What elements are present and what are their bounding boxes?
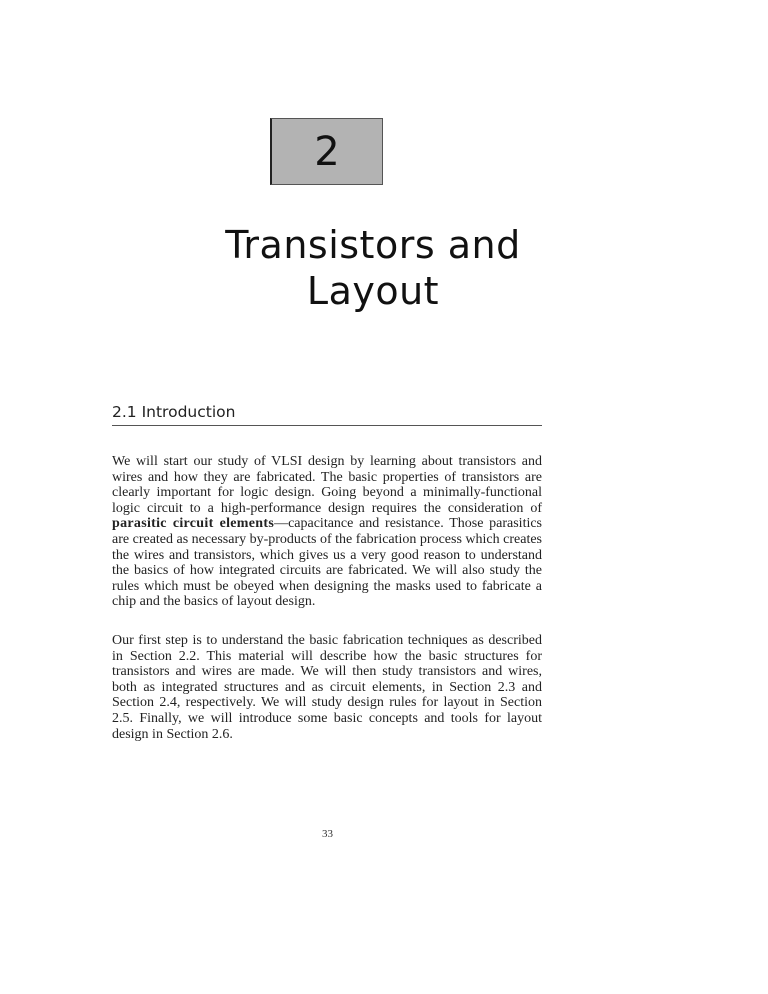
chapter-number: 2 xyxy=(314,128,340,175)
paragraph-text: We will start our study of VLSI design by learning about transistors and wires and how they are fabricated. The basic properties of transistors are clearly important for logic design. Going beyond a minimally-functional logic circuit to a high-performance design requires the consideration of xyxy=(112,454,542,516)
section-heading: 2.1 Introduction xyxy=(112,403,542,426)
bold-term: parasitic circuit elements xyxy=(112,516,275,532)
chapter-title-line-1: Transistors and xyxy=(225,223,521,267)
intro-paragraph-2: Our first step is to understand the basic fabrication techniques as described in Section 2.2. This material will describe how the basic structures for transistors and wires are made. We will then study transistors and wires, both as integrated structures and as circuit elements, in Section 2.3 and Section 2.4, respectively. We will study design rules for layout in Section 2.5. Finally, we will introduce some basic concepts and tools for layout design in Section 2.6. xyxy=(112,633,542,742)
intro-paragraph-1 xyxy=(112,454,542,610)
page-number: 33 xyxy=(322,828,333,840)
chapter-title xyxy=(100,222,646,314)
chapter-title-line-2: Layout xyxy=(306,269,440,313)
chapter-number-box xyxy=(270,118,383,185)
paragraph-text: —capacitance and resistance. Those parasitics are created as necessary by-products of the fabrication process which creates the wires and transistors, which gives us a very good reason to understand the basics of how integrated circuits are fabricated. We will also study the rules which must be obeyed when designing the masks used to fabricate a chip and the basics of layout design. xyxy=(112,516,543,610)
